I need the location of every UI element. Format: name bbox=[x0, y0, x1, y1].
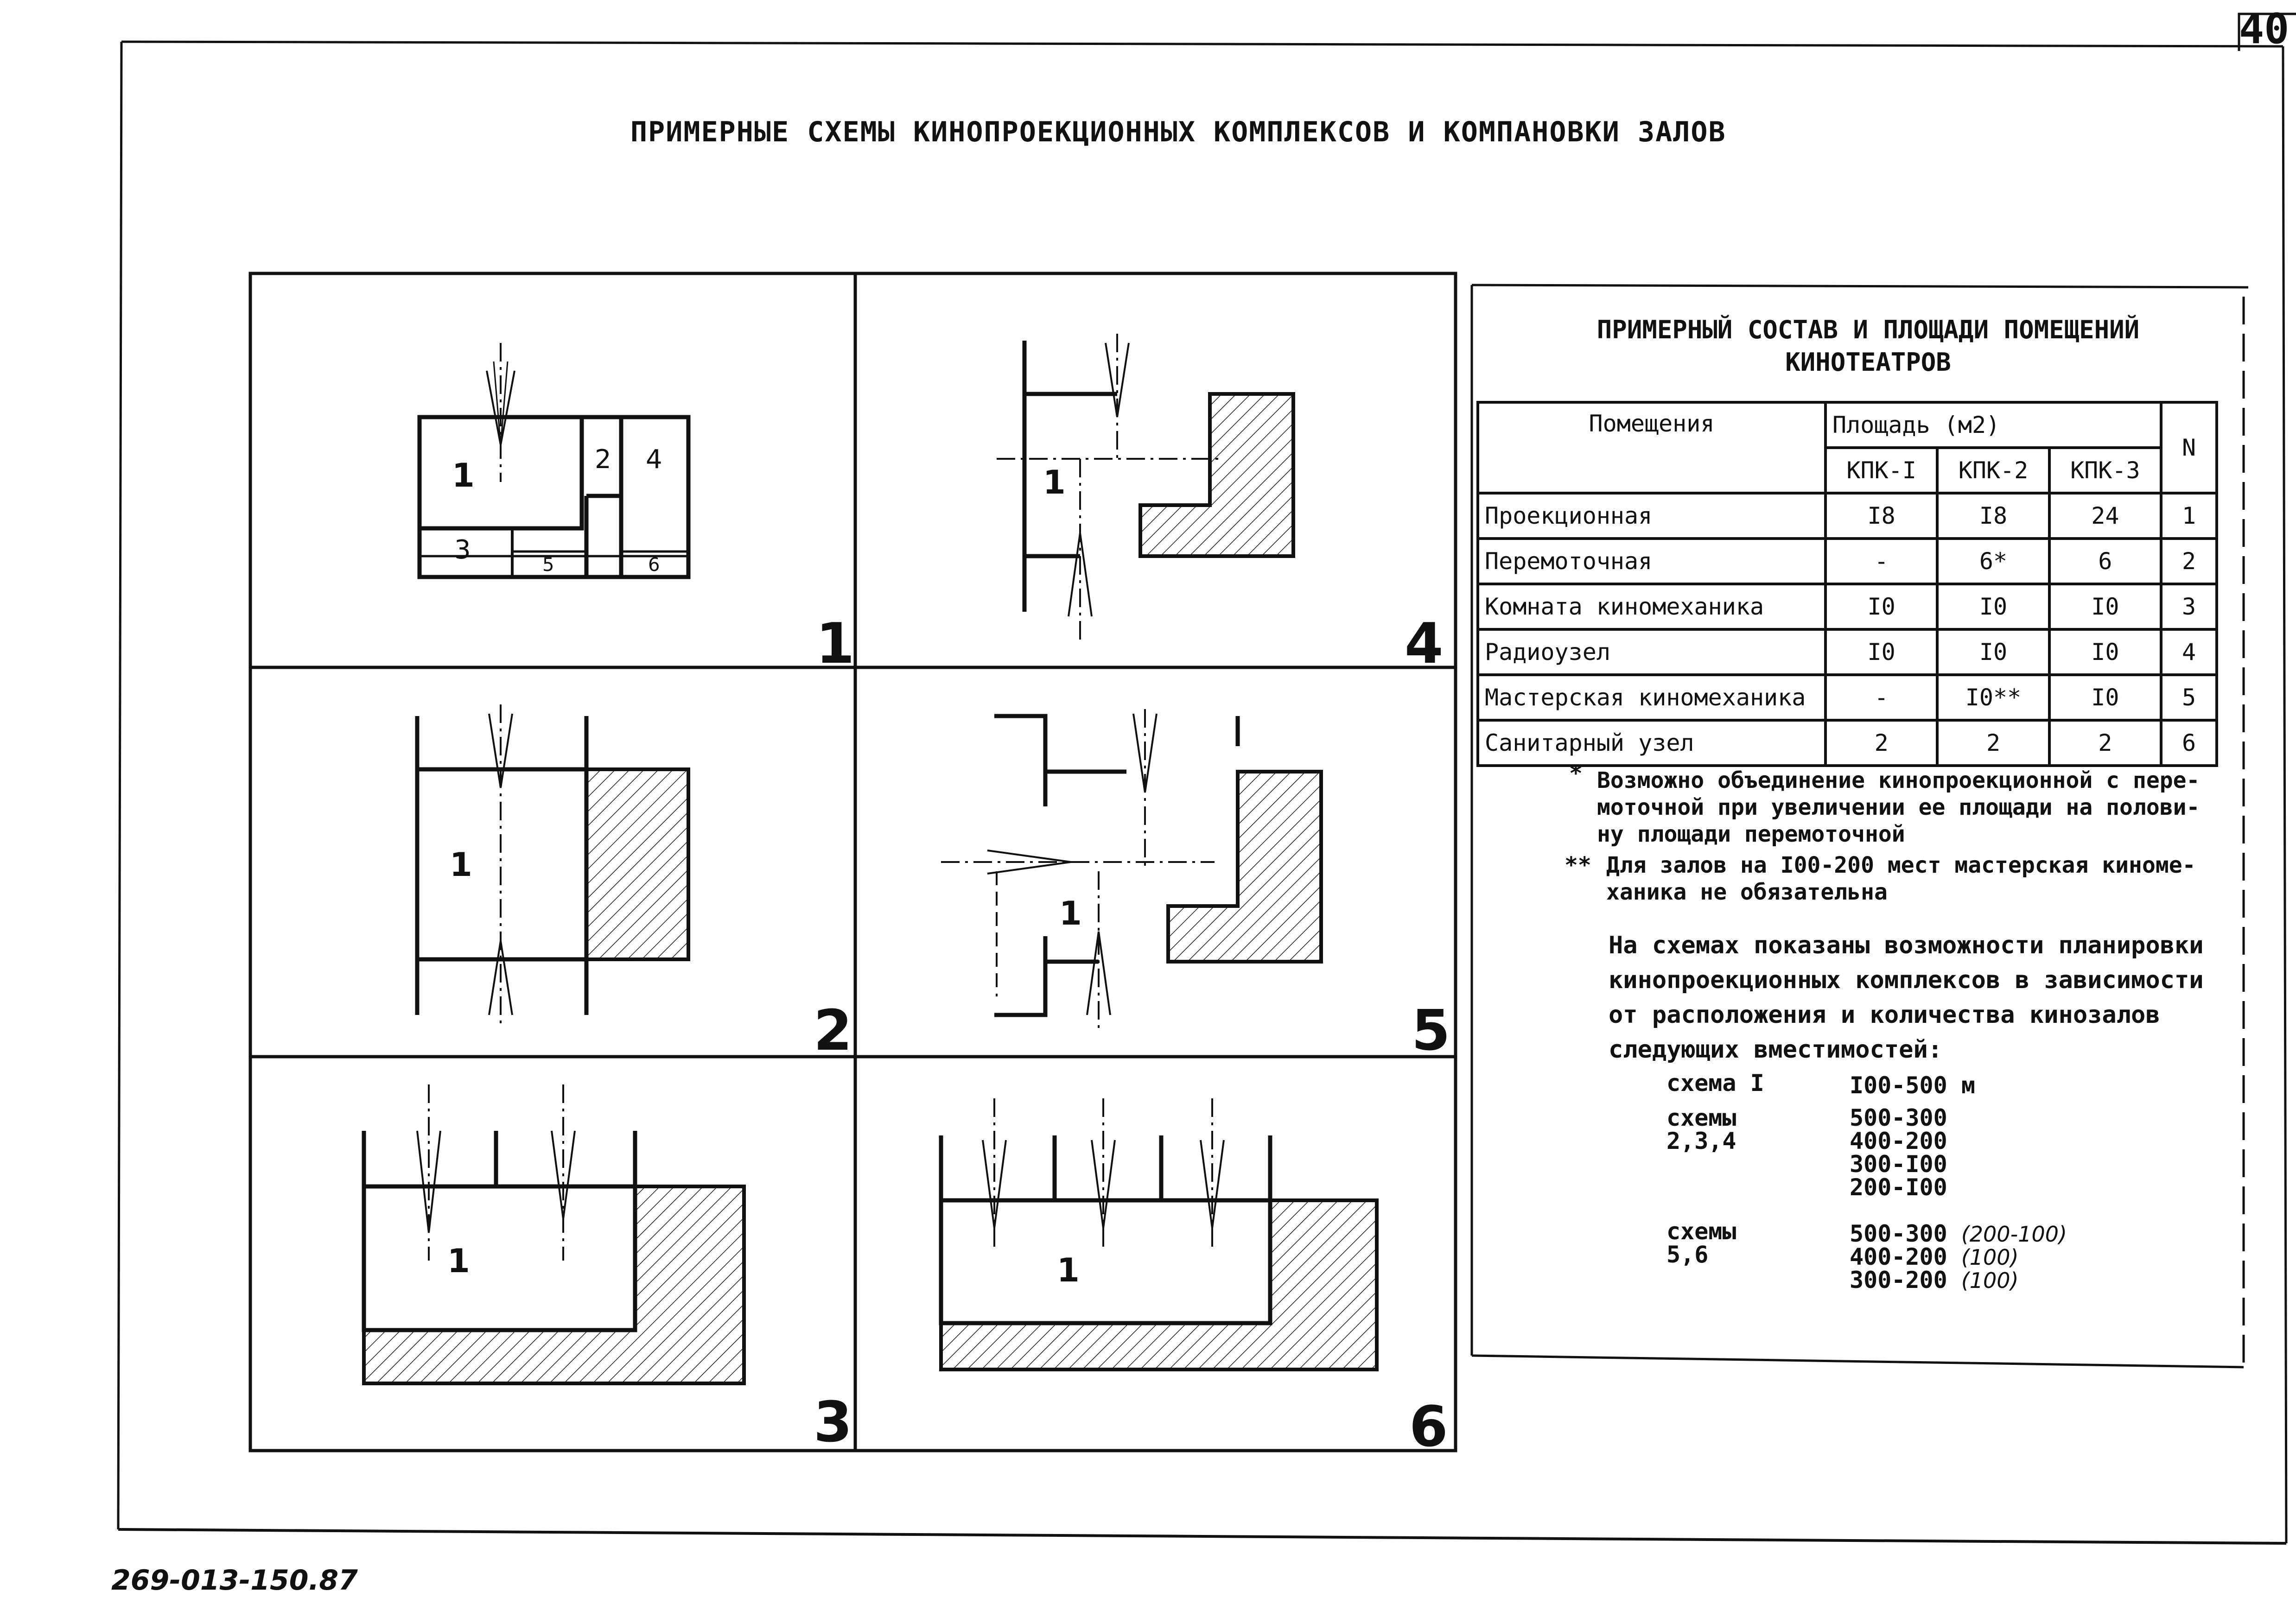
row-kpk1: - bbox=[1825, 675, 1937, 720]
header-kpk1: КПК-I bbox=[1825, 448, 1937, 493]
row-kpk1: 2 bbox=[1825, 720, 1937, 766]
capacity-range: 300-200 bbox=[1850, 1267, 1947, 1293]
row-room-name: Санитарный узел bbox=[1478, 720, 1825, 766]
row-kpk2: I0** bbox=[1937, 675, 2049, 720]
row-kpk1: I0 bbox=[1825, 584, 1937, 629]
row-kpk3: I0 bbox=[2049, 629, 2161, 675]
row-room-name: Перемоточная bbox=[1478, 539, 1825, 584]
table-header-row-1 bbox=[1478, 402, 2217, 448]
capacity-note: (200-100) bbox=[1961, 1222, 2067, 1247]
scheme-number-1: 1 bbox=[816, 612, 855, 676]
scheme-group-2-value-2: 400-200 bbox=[1850, 1128, 1947, 1154]
table-title-line-2: КИНОТЕАТРОВ bbox=[1785, 348, 1951, 377]
footnote-1-line-3: ну площади перемоточной bbox=[1597, 821, 1905, 847]
scheme-group-1-value: I00-500 м bbox=[1850, 1072, 1975, 1099]
row-kpk3: I0 bbox=[2049, 584, 2161, 629]
row-room-name: Радиоузел bbox=[1478, 629, 1825, 675]
row-room-name: Комната киномеханика bbox=[1478, 584, 1825, 629]
row-kpk3: 24 bbox=[2049, 493, 2161, 539]
table-row bbox=[1478, 720, 2217, 766]
scheme-group-2-value-1: 500-300 bbox=[1850, 1104, 1947, 1131]
table-title-line-1: ПРИМЕРНЫЙ СОСТАВ И ПЛОЩАДИ ПОМЕЩЕНИЙ bbox=[1596, 315, 2140, 344]
description-line-3: от расположения и количества кинозалов bbox=[1609, 1001, 2160, 1029]
scheme-6 bbox=[941, 1098, 1377, 1369]
room-label-3: 3 bbox=[454, 535, 471, 565]
scheme-number-5: 5 bbox=[1412, 999, 1450, 1063]
room-label-4: 4 bbox=[646, 444, 662, 475]
header-rooms: Помещения bbox=[1478, 402, 1825, 493]
page-number: 40 bbox=[2239, 5, 2290, 53]
footnote-2-line-2: ханика не обязательна bbox=[1606, 879, 1888, 905]
header-number: N bbox=[2161, 402, 2217, 493]
row-room-name: Мастерская киномеханика bbox=[1478, 675, 1825, 720]
footnote-2-mark: ** bbox=[1565, 852, 1591, 878]
scheme-group-3-label-1: схемы bbox=[1666, 1218, 1736, 1245]
page-title: ПРИМЕРНЫЕ СХЕМЫ КИНОПРОЕКЦИОННЫХ КОМПЛЕКСОВ И КОМПАНОВКИ ЗАЛОВ bbox=[630, 116, 1726, 148]
row-kpk2: I0 bbox=[1937, 584, 2049, 629]
table-row bbox=[1478, 584, 2217, 629]
scheme-group-2-value-4: 200-I00 bbox=[1850, 1174, 1947, 1201]
scheme-group-2-value-3: 300-I00 bbox=[1850, 1151, 1947, 1178]
scheme-number-3: 3 bbox=[814, 1390, 852, 1455]
table-row bbox=[1478, 629, 2217, 675]
row-kpk1: - bbox=[1825, 539, 1937, 584]
row-room-name: Проекционная bbox=[1478, 493, 1825, 539]
scheme-group-3-label-2: 5,6 bbox=[1666, 1241, 1709, 1268]
header-kpk3: КПК-3 bbox=[2049, 448, 2161, 493]
room-label-6: 6 bbox=[648, 554, 660, 576]
room-label-1: 1 bbox=[452, 456, 475, 495]
table-row bbox=[1478, 539, 2217, 584]
row-kpk3: 6 bbox=[2049, 539, 2161, 584]
row-kpk2: I0 bbox=[1937, 629, 2049, 675]
scheme-number-2: 2 bbox=[814, 999, 852, 1063]
description-line-4: следующих вместимостей: bbox=[1609, 1036, 1943, 1064]
table-row bbox=[1478, 493, 2217, 539]
row-number: 4 bbox=[2161, 629, 2217, 675]
header-area: Площадь (м2) bbox=[1825, 402, 2161, 448]
row-kpk3: I0 bbox=[2049, 675, 2161, 720]
room-label-2: 2 bbox=[595, 444, 611, 475]
footnote-1-line-2: моточной при увеличении ее площади на полови- bbox=[1597, 794, 2200, 820]
row-kpk2: 6* bbox=[1937, 539, 2049, 584]
document-code: 269-013-150.87 bbox=[111, 1564, 358, 1597]
scheme-number-6: 6 bbox=[1409, 1395, 1448, 1459]
scheme-group-3-value-3 bbox=[1850, 1268, 2019, 1293]
row-kpk3: 2 bbox=[2049, 720, 2161, 766]
rooms-area-table bbox=[1476, 401, 2218, 767]
room-label-1-scheme-4: 1 bbox=[1043, 463, 1066, 501]
room-label-1-scheme-5: 1 bbox=[1059, 894, 1082, 932]
row-number: 2 bbox=[2161, 539, 2217, 584]
scheme-group-3-value-1 bbox=[1850, 1221, 2067, 1247]
footnote-1-line-1: Возможно объединение кинопроекционной с пере- bbox=[1597, 767, 2200, 793]
row-kpk1: I8 bbox=[1825, 493, 1937, 539]
row-number: 3 bbox=[2161, 584, 2217, 629]
footnote-2-line-1: Для залов на I00-200 мест мастерская киноме- bbox=[1606, 852, 2196, 878]
scheme-group-3-value-2 bbox=[1850, 1244, 2019, 1270]
row-number: 6 bbox=[2161, 720, 2217, 766]
scheme-group-1-label: схема I bbox=[1666, 1070, 1764, 1097]
room-label-1-scheme-2: 1 bbox=[450, 846, 472, 884]
scheme-group-2-label-2: 2,3,4 bbox=[1666, 1128, 1736, 1154]
room-label-5: 5 bbox=[542, 554, 554, 576]
scheme-3 bbox=[364, 1084, 744, 1383]
table-row bbox=[1478, 675, 2217, 720]
capacity-note: (100) bbox=[1961, 1268, 2019, 1293]
scheme-group-2-label-1: схемы bbox=[1666, 1104, 1736, 1131]
capacity-note: (100) bbox=[1961, 1245, 2019, 1270]
row-kpk2: 2 bbox=[1937, 720, 2049, 766]
scheme-4 bbox=[997, 334, 1293, 640]
capacity-range: 400-200 bbox=[1850, 1243, 1947, 1270]
scheme-5 bbox=[941, 709, 1321, 1029]
row-kpk1: I0 bbox=[1825, 629, 1937, 675]
scheme-number-4: 4 bbox=[1405, 612, 1444, 676]
footnote-1-mark: * bbox=[1569, 761, 1583, 786]
room-label-1-scheme-6: 1 bbox=[1057, 1251, 1080, 1289]
row-kpk2: I8 bbox=[1937, 493, 2049, 539]
description-line-2: кинопроекционных комплексов в зависимости bbox=[1609, 966, 2204, 994]
room-label-1-scheme-3: 1 bbox=[447, 1242, 470, 1280]
row-number: 1 bbox=[2161, 493, 2217, 539]
capacity-range: 500-300 bbox=[1850, 1220, 1947, 1247]
header-kpk2: КПК-2 bbox=[1937, 448, 2049, 493]
description-line-1: На схемах показаны возможности планировки bbox=[1609, 932, 2204, 959]
row-number: 5 bbox=[2161, 675, 2217, 720]
